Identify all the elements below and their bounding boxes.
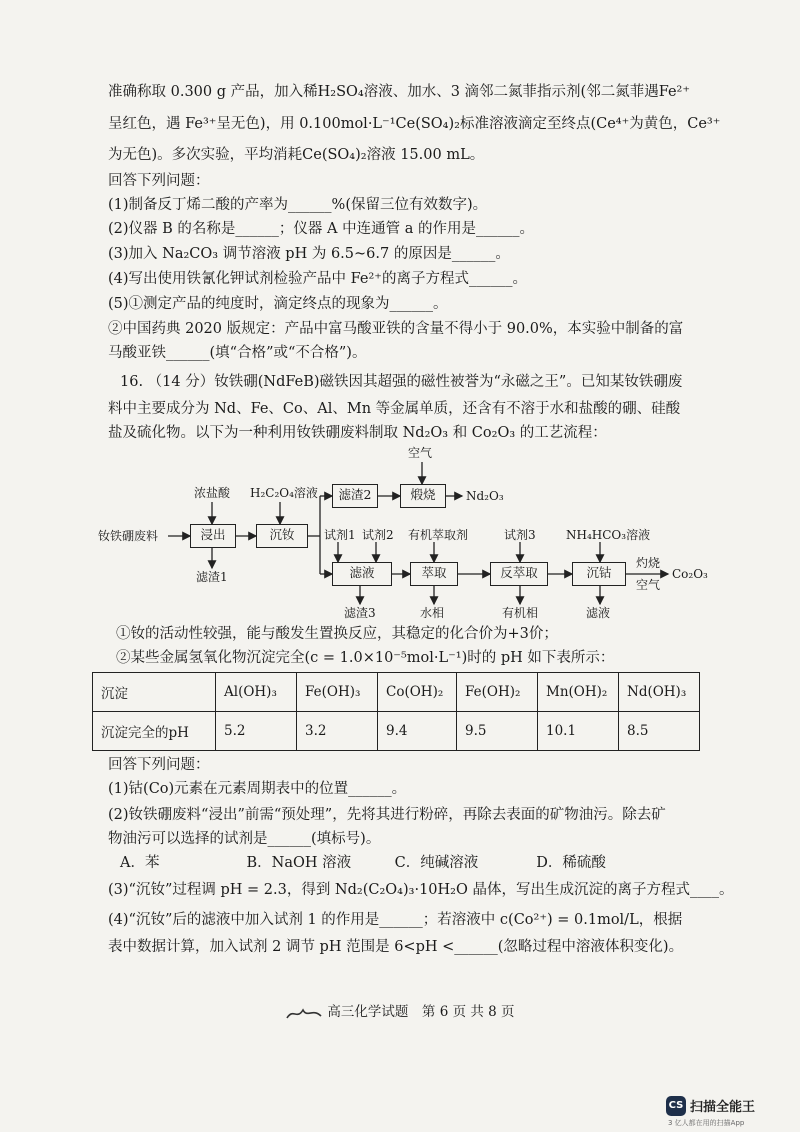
ph-table <box>92 672 700 751</box>
table-row <box>93 712 700 751</box>
table-cell: Al(OH)₃ <box>216 673 297 712</box>
table-cell: 3.2 <box>297 712 378 751</box>
table-cell: Nd(OH)₃ <box>619 673 700 712</box>
label-nd2o3: Nd₂O₃ <box>466 489 504 503</box>
label-organic-extractant: 有机萃取剂 <box>408 528 469 542</box>
label-oxalic-acid: H₂C₂O₄溶液 <box>250 486 318 500</box>
table-row <box>93 673 700 712</box>
label-reagent-1: 试剂1 <box>324 528 356 542</box>
label-nh4hco3: NH₄HCO₃溶液 <box>566 528 651 542</box>
text-line: ②中国药典 2020 版规定：产品中富马酸亚铁的含量不得小于 90.0%，本实验中制备的富 <box>108 321 684 337</box>
note-1: ①钕的活动性较强，能与酸发生置换反应，其稳定的化合价为+3价； <box>116 626 558 642</box>
text-line: (1)钴(Co)元素在元素周期表中的位置______。 <box>108 781 407 797</box>
text-line: (4)写出使用铁氰化钾试剂检验产品中 Fe²⁺的离子方程式______。 <box>108 271 527 287</box>
box-co-precipitation: 沉钴 <box>572 562 626 586</box>
box-calcination: 煅烧 <box>400 484 446 508</box>
text-line: 表中数据计算，加入试剂 2 调节 pH 范围是 6<pH <______(忽略过程中溶液体积变化)。 <box>108 939 684 955</box>
question-16-intro: 16. （14 分）钕铁硼(NdFeB)磁铁因其超强的磁性被誉为“永磁之王”。已知某钕铁硼废 <box>120 374 683 390</box>
text-line: 马酸亚铁______(填“合格”或“不合格”)。 <box>108 345 367 361</box>
text-line: (1)制备反丁烯二酸的产率为______%(保留三位有效数字)。 <box>108 197 488 213</box>
text-line: 准确称取 0.300 g 产品，加入稀H₂SO₄溶液、加水、3 滴邻二氮菲指示剂(邻二氮菲遇Fe²⁺ <box>108 84 691 100</box>
text-line: (3)“沉钕”过程调 pH = 2.3，得到 Nd₂(C₂O₄)₃·10H₂O 晶体，写出生成沉淀的离子方程式____。 <box>108 882 734 898</box>
text-line: 料中主要成分为 Nd、Fe、Co、Al、Mn 等金属单质，还含有不溶于水和盐酸的硼、硅酸 <box>108 401 681 417</box>
table-cell: 沉淀 <box>93 673 216 712</box>
label-air-2: 空气 <box>636 578 661 592</box>
scanner-watermark <box>666 1094 786 1128</box>
label-organic-phase: 有机相 <box>502 606 539 620</box>
label-reagent-2: 试剂2 <box>362 528 394 542</box>
text-line: (2)仪器 B 的名称是______；仪器 A 中连通管 a 的作用是______。 <box>108 221 534 237</box>
box-extraction: 萃取 <box>410 562 458 586</box>
box-nd-precipitation: 沉钕 <box>256 524 308 548</box>
footer-text: 高三化学试题 第 6 页 共 8 页 <box>327 1004 515 1020</box>
footer-mark-icon <box>285 1006 323 1020</box>
text-line: (3)加入 Na₂CO₃ 调节溶液 pH 为 6.5~6.7 的原因是______。 <box>108 246 510 262</box>
table-cell: 沉淀完全的pH <box>93 712 216 751</box>
text-line: 回答下列问题： <box>108 757 210 773</box>
label-ignite: 灼烧 <box>636 556 661 570</box>
text-line: 盐及硫化物。以下为一种利用钕铁硼废料制取 Nd₂O₃ 和 Co₂O₃ 的工艺流程： <box>108 425 607 441</box>
text-line: (2)钕铁硼废料“浸出”前需“预处理”，先将其进行粉碎，再除去表面的矿物油污。除去矿 <box>108 807 666 823</box>
box-leaching: 浸出 <box>190 524 236 548</box>
label-air: 空气 <box>408 446 433 460</box>
page-footer <box>0 1000 800 1020</box>
table-cell: Co(OH)₂ <box>378 673 457 712</box>
label-co2o3: Co₂O₃ <box>672 567 708 581</box>
table-cell: 10.1 <box>538 712 619 751</box>
text-line: (4)“沉钕”后的滤液中加入试剂 1 的作用是______；若溶液中 c(Co²⁺) = 0.1mol/L，根据 <box>108 912 683 928</box>
process-flowchart <box>100 440 720 622</box>
cs-logo-icon <box>666 1096 686 1116</box>
table-cell: 9.4 <box>378 712 457 751</box>
text-line: 为无色)。多次实验，平均消耗Ce(SO₄)₂溶液 15.00 mL。 <box>108 147 485 163</box>
label-reagent-3: 试剂3 <box>504 528 536 542</box>
label-ndfeb-waste: 钕铁硼废料 <box>98 529 159 543</box>
box-back-extraction: 反萃取 <box>490 562 548 586</box>
label-aqueous-phase: 水相 <box>420 606 445 620</box>
note-2: ②某些金属氢氧化物沉淀完全(c = 1.0×10⁻⁵mol·L⁻¹)时的 pH 如下表所示： <box>116 650 615 666</box>
label-conc-hcl: 浓盐酸 <box>194 486 231 500</box>
table-cell: Fe(OH)₃ <box>297 673 378 712</box>
table-cell: 5.2 <box>216 712 297 751</box>
box-filtrate: 滤液 <box>332 562 392 586</box>
text-line: 物油污可以选择的试剂是______(填标号)。 <box>108 831 381 847</box>
label-filtrate-2: 滤液 <box>586 606 611 620</box>
logo-title: 扫描全能王 <box>690 1100 756 1115</box>
label-residue-1: 滤渣1 <box>196 570 228 584</box>
logo-badge: CS <box>668 1100 684 1111</box>
answer-options: A．苯 B．NaOH 溶液 C．纯碱溶液 D．稀硫酸 <box>120 855 606 871</box>
text-line: 回答下列问题： <box>108 173 210 189</box>
label-residue-3: 滤渣3 <box>344 606 376 620</box>
table-cell: 8.5 <box>619 712 700 751</box>
text-line: 呈红色，遇 Fe³⁺呈无色)，用 0.100mol·L⁻¹Ce(SO₄)₂标准溶液滴定至终点(Ce⁴⁺为黄色，Ce³⁺ <box>108 116 721 132</box>
table-cell: Fe(OH)₂ <box>457 673 538 712</box>
text-line: (5)①测定产品的纯度时，滴定终点的现象为______。 <box>108 296 448 312</box>
table-cell: Mn(OH)₂ <box>538 673 619 712</box>
logo-subtitle: 3 亿人都在用的扫描App <box>668 1119 745 1127</box>
box-residue-2: 滤渣2 <box>332 484 378 508</box>
table-cell: 9.5 <box>457 712 538 751</box>
